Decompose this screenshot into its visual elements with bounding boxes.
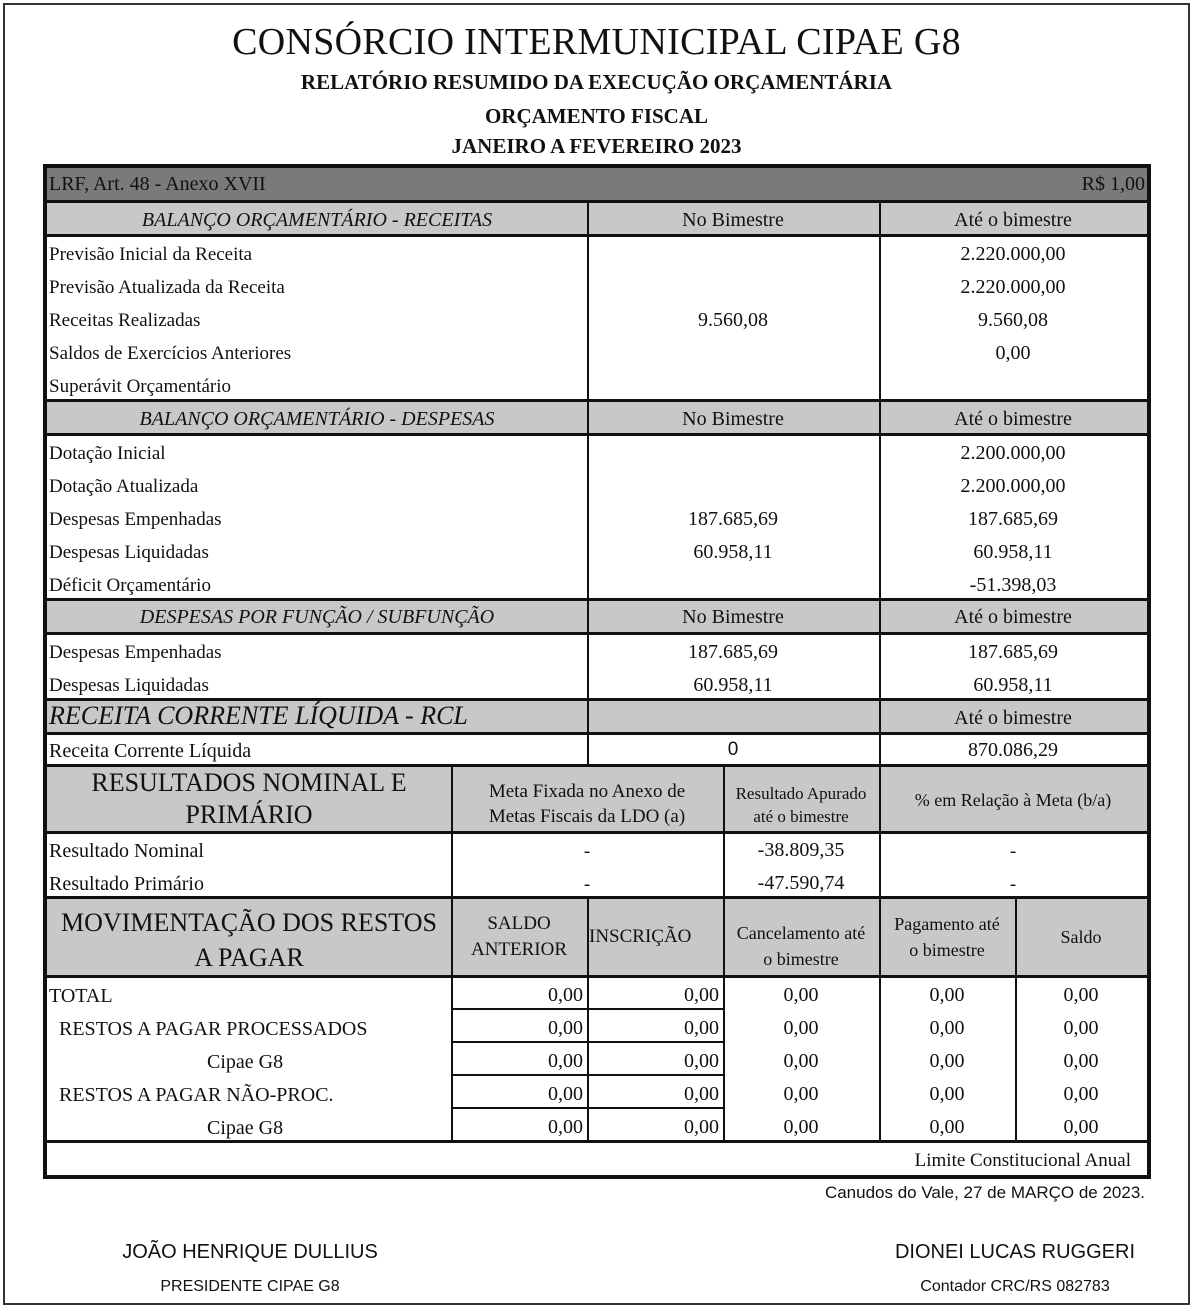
restos-row-label: RESTOS A PAGAR PROCESSADOS [59, 1018, 368, 1040]
funcao-row-ate: 187.685,69 [968, 641, 1058, 663]
restos-title-line2: A PAGAR [194, 943, 304, 972]
funcao-col-ate-bimestre: Até o bimestre [954, 606, 1072, 628]
despesas-row-label: Despesas Liquidadas [49, 542, 209, 563]
resultados-title-line1: RESULTADOS NOMINAL E [91, 768, 407, 797]
despesas-col-no-bimestre: No Bimestre [682, 408, 784, 430]
receitas-row-ate: 0,00 [995, 342, 1031, 364]
receitas-row-label: Previsão Atualizada da Receita [49, 277, 285, 298]
resultados-row-meta: - [583, 874, 591, 895]
restos-title-line1: MOVIMENTAÇÃO DOS RESTOS [61, 908, 437, 937]
restos-cell-cancelamento: 0,00 [783, 1083, 819, 1105]
restos-col-saldo-ant-line1: SALDO [487, 913, 551, 934]
despesas-row-no: 187.685,69 [688, 508, 778, 530]
rcl-col-ate-bimestre: Até o bimestre [954, 707, 1072, 729]
funcao-col-no-bimestre: No Bimestre [682, 606, 784, 628]
receitas-row-label: Saldos de Exercícios Anteriores [49, 343, 292, 364]
rcl-row-label: Receita Corrente Líquida [49, 740, 252, 762]
despesas-row-ate: 187.685,69 [968, 508, 1058, 530]
receitas-col-no-bimestre: No Bimestre [682, 209, 784, 231]
despesas-row-ate: -51.398,03 [969, 574, 1057, 596]
rcl-title: RECEITA CORRENTE LÍQUIDA - RCL [49, 701, 468, 730]
receitas-row-label: Superávit Orçamentário [49, 376, 232, 397]
resultados-col-res-line2: até o bimestre [753, 807, 849, 826]
despesas-row-label: Déficit Orçamentário [49, 575, 211, 596]
restos-cell-cancelamento: 0,00 [783, 1050, 819, 1072]
topbar-currency: R$ 1,00 [1081, 173, 1145, 195]
restos-cell-pagamento: 0,00 [929, 1017, 965, 1039]
report-period: JANEIRO A FEVEREIRO 2023 [451, 134, 742, 158]
funcao-row-no: 60.958,11 [693, 674, 773, 696]
signer1-role: PRESIDENTE CIPAE G8 [160, 1278, 340, 1295]
restos-cell-inscricao: 0,00 [684, 1083, 719, 1105]
despesas-row-label: Dotação Atualizada [49, 476, 199, 497]
receitas-row-ate: 2.220.000,00 [960, 243, 1066, 265]
resultados-row-label: Resultado Nominal [49, 840, 204, 862]
resultados-row-label: Resultado Primário [49, 873, 204, 895]
report-table [43, 164, 1151, 1179]
restos-col-pag-line1: Pagamento até [894, 914, 1000, 934]
funcao-title: DESPESAS POR FUNÇÃO / SUBFUNÇÃO [139, 606, 495, 628]
restos-row-label: Cipae G8 [207, 1117, 284, 1139]
despesas-row-ate: 2.200.000,00 [960, 442, 1066, 464]
signer2-role: Contador CRC/RS 082783 [920, 1278, 1110, 1295]
despesas-row-no: 60.958,11 [693, 541, 773, 563]
restos-cell-saldo: 0,00 [1063, 1050, 1099, 1072]
funcao-row-label: Despesas Liquidadas [49, 675, 209, 696]
restos-row-label: RESTOS A PAGAR NÃO-PROC. [59, 1084, 334, 1106]
resultados-row-meta: - [583, 841, 591, 862]
restos-cell-saldo: 0,00 [1063, 984, 1099, 1006]
limite-label: Limite Constitucional Anual [914, 1150, 1131, 1171]
signer2-name: DIONEI LUCAS RUGGERI [894, 1241, 1136, 1263]
restos-cell-pagamento: 0,00 [929, 1116, 965, 1138]
resultados-row-res: -38.809,35 [757, 839, 845, 861]
funcao-row-ate: 60.958,11 [973, 674, 1053, 696]
restos-row-label: TOTAL [49, 985, 113, 1007]
funcao-row-label: Despesas Empenhadas [49, 642, 222, 663]
topbar-legal-ref: LRF, Art. 48 - Anexo XVII [49, 173, 266, 195]
rcl-row-no: 0 [727, 739, 739, 760]
resultados-col-meta-line2: Metas Fiscais da LDO (a) [488, 806, 686, 827]
restos-cell-pagamento: 0,00 [929, 1083, 965, 1105]
restos-cell-pagamento: 0,00 [929, 1050, 965, 1072]
restos-cell-saldo: 0,00 [1063, 1116, 1099, 1138]
report-title: CONSÓRCIO INTERMUNICIPAL CIPAE G8 [232, 21, 961, 63]
despesas-title: BALANÇO ORÇAMENTÁRIO - DESPESAS [139, 408, 495, 430]
restos-cell-inscricao: 0,00 [684, 984, 719, 1006]
restos-cell-saldo-anterior: 0,00 [548, 1116, 583, 1138]
receitas-row-ate: 2.220.000,00 [960, 276, 1066, 298]
restos-col-pag-line2: o bimestre [909, 940, 985, 960]
resultados-row-res: -47.590,74 [757, 872, 845, 894]
report-budget-type: ORÇAMENTO FISCAL [484, 104, 709, 128]
receitas-row-label: Receitas Realizadas [49, 310, 201, 331]
restos-cell-pagamento: 0,00 [929, 984, 965, 1006]
receitas-col-ate-bimestre: Até o bimestre [954, 209, 1072, 231]
despesas-row-label: Despesas Empenhadas [49, 509, 222, 530]
resultados-col-meta-line1: Meta Fixada no Anexo de [488, 781, 686, 802]
rcl-row-ate: 870.086,29 [968, 739, 1058, 761]
restos-cell-cancelamento: 0,00 [783, 984, 819, 1006]
receitas-title: BALANÇO ORÇAMENTÁRIO - RECEITAS [141, 209, 493, 231]
restos-cell-saldo-anterior: 0,00 [548, 1017, 583, 1039]
despesas-col-ate-bimestre: Até o bimestre [954, 408, 1072, 430]
restos-cell-saldo: 0,00 [1063, 1017, 1099, 1039]
resultados-row-pct: - [1009, 841, 1017, 862]
resultados-title-line2: PRIMÁRIO [185, 800, 313, 829]
receitas-row-ate: 9.560,08 [978, 309, 1048, 331]
resultados-col-pct: % em Relação à Meta (b/a) [914, 790, 1112, 810]
restos-cell-saldo: 0,00 [1063, 1083, 1099, 1105]
restos-cell-saldo-anterior: 0,00 [548, 984, 583, 1006]
report-subtitle: RELATÓRIO RESUMIDO DA EXECUÇÃO ORÇAMENTÁRIA [300, 70, 893, 94]
signer1-name: JOÃO HENRIQUE DULLIUS [122, 1241, 378, 1263]
restos-cell-inscricao: 0,00 [684, 1116, 719, 1138]
despesas-row-label: Dotação Inicial [49, 443, 166, 464]
despesas-row-ate: 60.958,11 [973, 541, 1053, 563]
restos-cell-inscricao: 0,00 [684, 1017, 719, 1039]
restos-cell-inscricao: 0,00 [684, 1050, 719, 1072]
restos-cell-cancelamento: 0,00 [783, 1116, 819, 1138]
restos-cell-saldo-anterior: 0,00 [548, 1083, 583, 1105]
resultados-col-res-line1: Resultado Apurado [735, 784, 867, 803]
resultados-row-pct: - [1009, 874, 1017, 895]
funcao-row-no: 187.685,69 [688, 641, 778, 663]
restos-col-saldo: Saldo [1060, 927, 1102, 947]
restos-col-saldo-ant-line2: ANTERIOR [470, 939, 568, 960]
receitas-row-no: 9.560,08 [698, 309, 768, 331]
restos-col-inscricao: INSCRIÇÃO [589, 926, 692, 947]
restos-cell-saldo-anterior: 0,00 [548, 1050, 583, 1072]
restos-col-cancel-line1: Cancelamento até [736, 923, 866, 943]
despesas-row-ate: 2.200.000,00 [960, 475, 1066, 497]
restos-cell-cancelamento: 0,00 [783, 1017, 819, 1039]
restos-row-label: Cipae G8 [207, 1051, 284, 1073]
restos-col-cancel-line2: o bimestre [763, 949, 839, 969]
place-date: Canudos do Vale, 27 de MARÇO de 2023. [824, 1183, 1145, 1202]
receitas-row-label: Previsão Inicial da Receita [49, 244, 253, 265]
